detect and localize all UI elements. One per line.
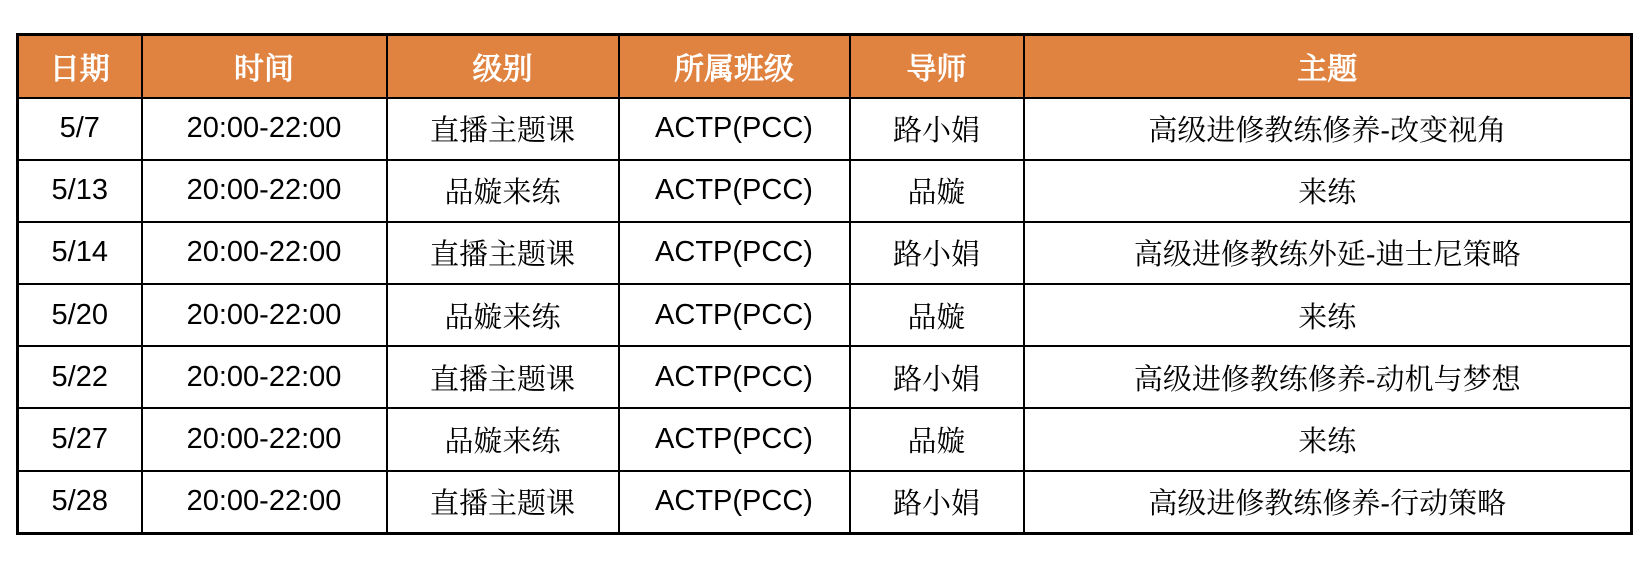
cell-topic: 来练	[1024, 160, 1632, 222]
table-row	[18, 222, 1632, 284]
cell-date: 5/27	[18, 408, 142, 470]
table-row	[18, 346, 1632, 408]
cell-time: 20:00-22:00	[142, 471, 387, 534]
header-cell-date: 日期	[18, 35, 142, 98]
cell-class: ACTP(PCC)	[619, 160, 850, 222]
cell-topic: 高级进修教练修养-动机与梦想	[1024, 346, 1632, 408]
cell-date: 5/20	[18, 284, 142, 346]
cell-mentor: 路小娟	[850, 222, 1024, 284]
cell-class: ACTP(PCC)	[619, 346, 850, 408]
table-row	[18, 471, 1632, 534]
cell-class: ACTP(PCC)	[619, 284, 850, 346]
header-row	[18, 35, 1632, 98]
header-cell-topic: 主题	[1024, 35, 1632, 98]
cell-mentor: 品嫙	[850, 284, 1024, 346]
table-row	[18, 98, 1632, 160]
cell-topic: 高级进修教练修养-改变视角	[1024, 98, 1632, 160]
table-header	[18, 35, 1632, 98]
cell-date: 5/7	[18, 98, 142, 160]
header-cell-time: 时间	[142, 35, 387, 98]
cell-level: 品嫙来练	[387, 408, 619, 470]
header-cell-level: 级别	[387, 35, 619, 98]
table-row	[18, 284, 1632, 346]
cell-class: ACTP(PCC)	[619, 222, 850, 284]
cell-date: 5/13	[18, 160, 142, 222]
cell-class: ACTP(PCC)	[619, 471, 850, 534]
cell-level: 直播主题课	[387, 346, 619, 408]
cell-date: 5/22	[18, 346, 142, 408]
cell-mentor: 路小娟	[850, 346, 1024, 408]
cell-topic: 来练	[1024, 284, 1632, 346]
cell-mentor: 品嫙	[850, 160, 1024, 222]
cell-time: 20:00-22:00	[142, 284, 387, 346]
cell-topic: 高级进修教练修养-行动策略	[1024, 471, 1632, 534]
cell-time: 20:00-22:00	[142, 222, 387, 284]
cell-time: 20:00-22:00	[142, 408, 387, 470]
cell-level: 品嫙来练	[387, 160, 619, 222]
cell-class: ACTP(PCC)	[619, 408, 850, 470]
cell-time: 20:00-22:00	[142, 160, 387, 222]
cell-level: 品嫙来练	[387, 284, 619, 346]
cell-time: 20:00-22:00	[142, 346, 387, 408]
cell-date: 5/28	[18, 471, 142, 534]
cell-level: 直播主题课	[387, 222, 619, 284]
cell-mentor: 路小娟	[850, 471, 1024, 534]
table-row	[18, 160, 1632, 222]
cell-topic: 高级进修教练外延-迪士尼策略	[1024, 222, 1632, 284]
cell-class: ACTP(PCC)	[619, 98, 850, 160]
table-body	[18, 98, 1632, 534]
cell-date: 5/14	[18, 222, 142, 284]
table-row	[18, 408, 1632, 470]
cell-time: 20:00-22:00	[142, 98, 387, 160]
cell-level: 直播主题课	[387, 471, 619, 534]
header-cell-class: 所属班级	[619, 35, 850, 98]
header-cell-mentor: 导师	[850, 35, 1024, 98]
cell-mentor: 品嫙	[850, 408, 1024, 470]
cell-level: 直播主题课	[387, 98, 619, 160]
course-schedule-table	[16, 33, 1633, 535]
cell-mentor: 路小娟	[850, 98, 1024, 160]
cell-topic: 来练	[1024, 408, 1632, 470]
